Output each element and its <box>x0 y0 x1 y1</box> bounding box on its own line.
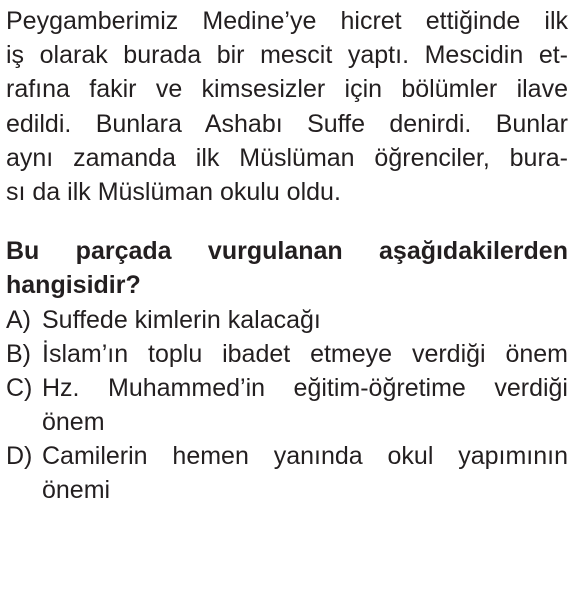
passage <box>6 4 568 209</box>
option-letter: A) <box>6 305 31 334</box>
option-text: önemi <box>42 476 111 505</box>
spacer <box>6 209 568 234</box>
option-text: önem <box>42 408 105 437</box>
option-text: Hz. Muhammed’in eğitim-öğretime verdiği <box>42 373 568 402</box>
option-d[interactable] <box>6 439 568 507</box>
option-text: Camilerin hemen yanında okul yapımının <box>42 442 568 471</box>
option-text: Suffede kimlerin kalacağı <box>42 305 321 334</box>
passage-line: iş olarak burada bir mescit yaptı. Mescidin et- <box>6 41 568 70</box>
option-letter: C) <box>6 373 33 402</box>
passage-line: aynı zamanda ilk Müslüman öğrenciler, bura- <box>6 143 568 172</box>
option-letter: B) <box>6 339 31 368</box>
option-text: İslam’ın toplu ibadet etmeye verdiği önem <box>42 339 568 368</box>
question-line: Bu parçada vurgulanan aşağıdakilerden <box>6 237 568 266</box>
question-line: hangisidir? <box>6 271 141 300</box>
question-page <box>6 4 568 508</box>
option-a[interactable] <box>6 303 568 337</box>
option-letter: D) <box>6 442 33 471</box>
passage-line: rafına fakir ve kimsesizler için bölümler ilave <box>6 75 568 104</box>
passage-line: edildi. Bunlara Ashabı Suffe denirdi. Bunlar <box>6 109 568 138</box>
passage-line: Peygamberimiz Medine’ye hicret ettiğinde ilk <box>6 7 568 35</box>
answer-options <box>6 303 568 508</box>
passage-line: sı da ilk Müslüman okulu oldu. <box>6 177 341 206</box>
option-c[interactable] <box>6 371 568 439</box>
option-b[interactable] <box>6 337 568 371</box>
question-stem <box>6 234 568 302</box>
